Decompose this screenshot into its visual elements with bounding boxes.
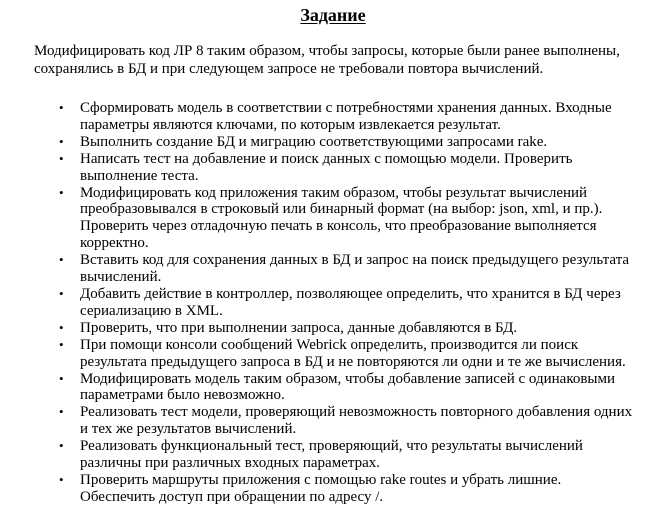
list-item — [0, 404, 640, 438]
list-item — [0, 286, 640, 320]
list-item-text: Сформировать модель в соответствии с потребностями хранения данных. Входные параметры являются ключами, по которым извлекается результат. — [80, 100, 612, 133]
list-item-text: Вставить код для сохранения данных в БД и запрос на поиск предыдущего результата вычислений. — [80, 252, 630, 286]
bullet-icon: • — [59, 133, 64, 149]
list-item — [0, 472, 640, 506]
list-item-text: При помощи консоли сообщений Webrick определить, производится ли поиск результата предыдущего запроса в БД и не повторяются ли одни и те же вычисления. — [80, 336, 626, 370]
bullet-icon: • — [59, 285, 64, 301]
bullet-icon: • — [59, 336, 64, 352]
list-item-text: Проверить маршруты приложения с помощью rake routes и убрать лишние. Обеспечить доступ при обращении по адресу /. — [80, 471, 562, 505]
bullet-icon: • — [59, 404, 64, 420]
bullet-icon: • — [59, 100, 64, 115]
list-item-text: Добавить действие в контроллер, позволяющее определить, что хранится в БД через сериализацию в XML. — [80, 285, 621, 319]
bullet-icon: • — [59, 150, 64, 166]
bullet-icon: • — [59, 319, 64, 335]
list-item-text: Проверить, что при выполнении запроса, данные добавляются в БД. — [80, 319, 518, 336]
list-item-text: Реализовать функциональный тест, проверяющий, что результаты вычислений различны при различных входных параметрах. — [80, 438, 583, 472]
bullet-icon: • — [59, 438, 64, 454]
bullet-icon: • — [59, 184, 64, 200]
list-item-text: Модифицировать код приложения таким образом, чтобы результат вычислений преобразовывался в строковый или бинарный формат (на выбор: json, xml, и пр.). Проверить через отладочную печать в консоль, что преобразование выполняется корректно. — [80, 184, 603, 252]
bullet-icon: • — [59, 471, 64, 487]
page-title: Задание — [300, 5, 366, 25]
intro-paragraph: Модифицировать код ЛР 8 таким образом, чтобы запросы, которые были ранее выполнены, сохранялись в БД и при следующем запросе не требовали повтора вычислений. — [34, 43, 620, 77]
list-item — [0, 100, 640, 134]
list-item-text: Написать тест на добавление и поиск данных с помощью модели. Проверить выполнение теста. — [80, 150, 573, 184]
list-item — [0, 337, 640, 371]
list-item — [0, 151, 640, 185]
list-item-text: Реализовать тест модели, проверяющий невозможность повторного добавления одних и тех же результатов вычислений. — [80, 404, 633, 438]
list-item-text: Выполнить создание БД и миграцию соответствующими запросами rake. — [80, 133, 548, 150]
list-item — [0, 252, 640, 286]
list-item — [0, 185, 640, 253]
bullet-icon: • — [59, 370, 64, 386]
task-list — [0, 100, 666, 506]
bullet-icon: • — [59, 252, 64, 268]
list-item — [0, 134, 640, 151]
list-item — [0, 438, 640, 472]
list-item-text: Модифицировать модель таким образом, чтобы добавление записей с одинаковыми параметрами было невозможно. — [80, 370, 616, 404]
list-item — [0, 371, 640, 405]
list-item — [0, 320, 640, 337]
